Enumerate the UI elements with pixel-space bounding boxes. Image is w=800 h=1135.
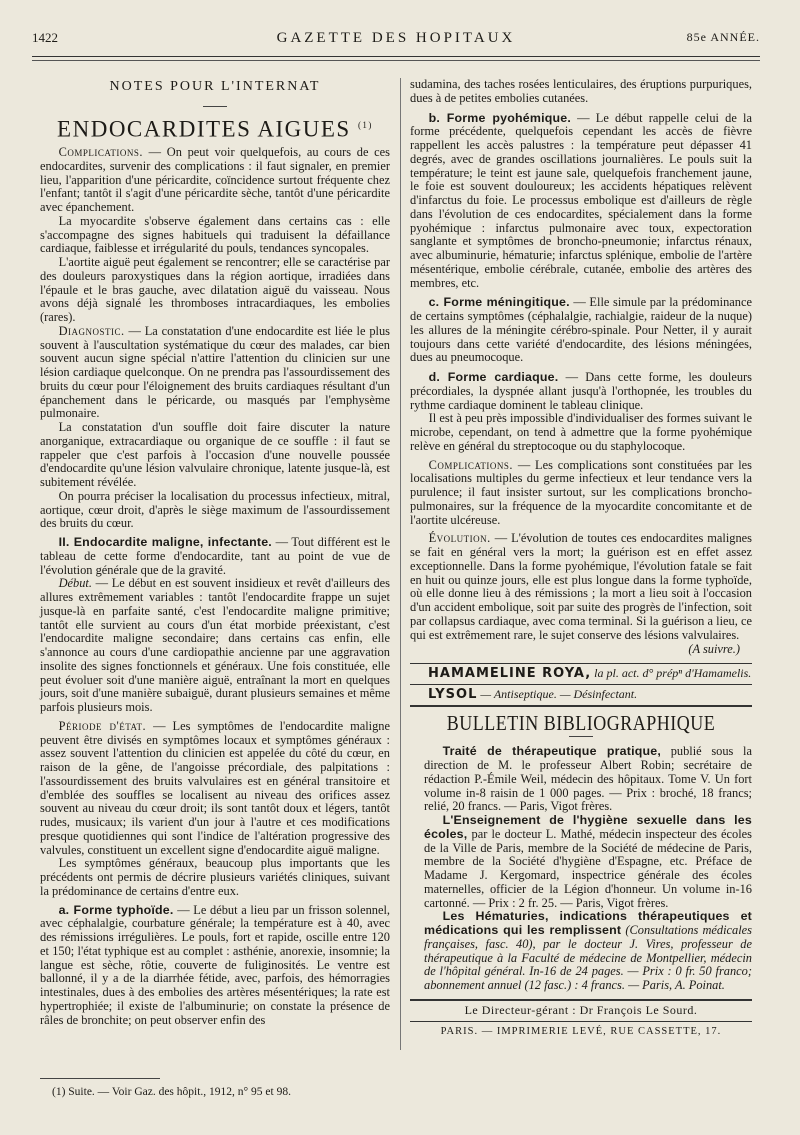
paragraph-aortite: L'aortite aiguë peut également se rencontrer; elle se caractérise par des douleurs paroxystiques dans la région aortique, irradiées dans l'épaule et le bras gauche, avec dilatation aiguë du vaisseau. Nous avons déjà signalé les thromboses intracardiaques, les embolies (rares). bbox=[40, 255, 390, 325]
entry-text: (Consultations médicales françaises, fasc. 40), par le docteur J. Vires, professeur de thérapeutique à la Faculté de médecine de Montpellier, médecin de l'hôpital général. In-16 de 24 pages. — Prix : 0 fr. 50 franco; abonnement annuel (12 fasc.) : 4 francs. — Paris, A. Poinat. bbox=[424, 923, 753, 992]
director-line: Le Directeur-gérant : Dr François Le Sourd. bbox=[464, 1002, 698, 1017]
run-in-heading: Complications. bbox=[58, 145, 143, 160]
run-in-heading: Diagnostic. bbox=[58, 323, 125, 338]
footnote-rule bbox=[40, 1078, 160, 1079]
run-in-heading: Début. bbox=[58, 576, 92, 591]
run-in-heading: Période d'état. bbox=[58, 718, 147, 733]
paragraph-text: — Les symptômes de l'endocardite maligne peuvent être divisés en symptômes locaux et symptômes généraux : assez souvent l'attention du clinicien est appelée du côté du cœur, en raison de la gêne, de l'angoisse précordiale, des palpitations : l'assourdissement des bruits valvulaires est en général transitoire et d'emblée des souffles se localisent au niveau des orifices assez souvent au niveau du cœur droit; ils sont tantôt doux et légers, tantôt rudes, musicaux; ils varient d'un jour à l'autre et ces modifications presque quotidiennes qui sont l'indice de l'altération progressive des valvules, constituent un excellent signe d'endocardite aiguë maligne. bbox=[40, 718, 391, 857]
paragraph-diagnostic bbox=[40, 325, 390, 421]
subsection-heading: II. Endocardite maligne, infectante. bbox=[58, 535, 272, 550]
paragraph-debut bbox=[40, 577, 390, 715]
run-in-heading: Évolution. bbox=[428, 531, 491, 546]
bibliography-entry bbox=[410, 910, 752, 993]
entry-text: par le docteur L. Mathé, médecin inspecteur des écoles de la Ville de Paris, membre de la Société de médecine de Paris, membre de la Société d'hygiène d'Espagne, etc. Préface de Madame J. Kergomard, inspectrice générale des écoles maternelles, officier de la Légion d'honneur. Un volume in-16 cartonné. — Prix : 2 fr. 25. — Paris, Vigot frères. bbox=[424, 826, 752, 910]
book-title: Traité de thérapeutique pratique, bbox=[442, 744, 662, 759]
left-column bbox=[40, 80, 390, 1027]
running-header bbox=[32, 30, 760, 50]
bibliography-heading: BULLETIN BIBLIOGRAPHIQUE bbox=[446, 710, 716, 734]
section-divider bbox=[203, 106, 227, 107]
bibliography-divider bbox=[569, 736, 593, 737]
page-number: 1422 bbox=[32, 30, 58, 45]
bibliography-entry bbox=[410, 814, 752, 910]
header-rule-secondary bbox=[32, 60, 760, 61]
paragraph-periode-etat bbox=[40, 720, 390, 858]
subsection-heading: b. Forme pyohémique. bbox=[428, 110, 571, 125]
title-footnote-ref: (1) bbox=[357, 119, 373, 130]
paragraph-forme-typhoide bbox=[40, 904, 390, 1028]
advertisement-lysol bbox=[410, 688, 752, 702]
paragraph-text: — On peut voir quelquefois, au cours de ces endocardites, survenir des complications : il faut signaler, en premier lieu, l'apparition d'une péricardite, coïncidence surtout fréquente chez l'enfant; tantôt il s'agit d'une péricardite sèche, tantôt d'une péricardite avec épanchement. bbox=[40, 145, 390, 215]
ad-rule bbox=[410, 684, 752, 685]
book-title: L'Enseignement de l'hygiène sexuelle dans les écoles, bbox=[424, 813, 752, 841]
book-title: Les Hématuries, indications thérapeutiques et médications qui les remplissent bbox=[424, 909, 752, 937]
article-title-text: ENDOCARDITES AIGUES bbox=[57, 116, 351, 142]
ad-brand: HAMAMELINE ROYA, bbox=[428, 666, 592, 681]
subsection-heading: a. Forme typhoïde. bbox=[58, 902, 174, 917]
paragraph-forme-meningitique bbox=[410, 296, 752, 365]
paragraph-evolution bbox=[410, 532, 752, 642]
colophon-rule bbox=[410, 1021, 752, 1022]
paragraph-text: — La constatation d'une endocardite est liée le plus souvent à l'auscultation systématique du cœur des malades, car bien souvent aucun signe spécial n'attire l'attention du clinicien sur une lésion cardiaque quelconque. On ne prendra pas l'assourdissement des bruits du cœur pour l'éloignement des bruits cardiaques résultant d'un épanchement dans le péricarde, ou masqués par l'emphysème pulmonaire. bbox=[40, 323, 390, 421]
journal-title: GAZETTE DES HOPITAUX bbox=[276, 30, 516, 46]
paragraph-endocardite-maligne bbox=[40, 536, 390, 577]
volume-year: 85e ANNÉE. bbox=[686, 30, 760, 44]
paragraph-text: — Elle simule par la prédominance de certains symptômes (céphalalgie, rachialgie, raideur de la nuque) les allures de la méningite cérébro-spinale. Pour Netter, il y aurait toujours dans cette variété d'endocardite, des lésions méningées, dues au pneumocoque. bbox=[410, 295, 752, 365]
colophon-rule bbox=[410, 999, 752, 1001]
section-heading: NOTES POUR L'INTERNAT bbox=[109, 79, 321, 94]
paragraph-text: — Tout différent est le tableau de cette forme d'endocardite, tant au point de vue de l'évolution générale que de la gravité. bbox=[40, 535, 390, 577]
ad-brand: LYSOL bbox=[428, 686, 478, 702]
paragraph-text: — Le début rappelle celui de la forme précédente, quelquefois cependant les accès de fièvre rappellent les accès palustres : la température peut dépasser 41 degrés, avec de grandes oscillations journalières. Le pouls suit la température; le teint est jaune sale, quelquefois franchement jaune, le foie est souvent douloureux; les accidents hépatiques relèvent d'infarctus du foie. Le processus embolique est d'ailleurs de règle dans l'évolution de ces endocardites, spécialement dans la forme pyohémique : infarctus pulmonaire avec toux, expectoration sanglante et symptômes de broncho-pneumonie; infarctus rénaux, avec albuminurie, hématurie; infarctus splénique, embolie de l'artère mésentérique, embolie cérébrale, cutanée, embolie des artères des membres, etc. bbox=[410, 110, 752, 290]
run-in-heading: Complications. bbox=[428, 457, 513, 472]
header-rule bbox=[32, 56, 760, 57]
paragraph-microbe: Il est à peu près impossible d'individualiser des formes suivant le microbe, cependant, on tend à admettre que la forme pyohémique relève en général du streptocoque ou du staphylocoque. bbox=[410, 411, 752, 453]
paragraph-localisation: On pourra préciser la localisation du processus infectieux, mitral, aortique, cœur droit, d'après le siège maximum de l'assourdissement des bruits du cœur. bbox=[40, 488, 390, 531]
advertisement-hamameline bbox=[410, 667, 752, 681]
footnote: (1) Suite. — Voir Gaz. des hôpit., 1912, n° 95 et 98. bbox=[52, 1086, 291, 1098]
paragraph-complications-maligne bbox=[410, 459, 752, 528]
paragraph-text: — L'évolution de toutes ces endocardites malignes se fait en général vers la mort; la guérison est en effet assez exceptionnelle. Dans la forme pyohémique, l'évolution fatale se fait en huit ou quinze jours, elle est plus longue dans la forme typhoïde, où elle donne lieu à des rémissions ; la mort a lieu soit à l'occasion d'un accident embolique, soit par suite des progrès de l'infection, soit par collapsus cardiaque, avec coma terminal. Si la guérison a lieu, ce qui est extrêmement rare, le sujet conserve des lésions valvulaires. bbox=[410, 531, 752, 642]
to-be-continued: (A suivre.) bbox=[688, 642, 740, 657]
bibliography-entry bbox=[410, 745, 752, 814]
paragraph-forme-pyohemique bbox=[410, 112, 752, 291]
right-column bbox=[410, 78, 752, 1038]
ad-text: la pl. act. d° prépⁿ d'Hamamelis. bbox=[591, 666, 752, 680]
paragraph-text: — Dans cette forme, les douleurs précordiales, la dyspnée allant jusqu'à l'orthopnée, les troubles du rythme cardiaque dominent le tableau clinique. bbox=[410, 370, 752, 412]
ad-rule bbox=[410, 663, 752, 664]
article-title bbox=[40, 116, 390, 142]
subsection-heading: d. Forme cardiaque. bbox=[428, 370, 559, 384]
paragraph-text: — Les complications sont constituées par les localisations multiples du germe infectieux et leur tendance vers la purulence; il faut insister surtout, sur les complications broncho-pulmonaires, sur la fréquence de la myocardite concomitante et de l'aortite ulcéreuse. bbox=[410, 457, 752, 527]
paragraph-complications bbox=[40, 146, 390, 215]
paragraph-symptomes-generaux: Les symptômes généraux, beaucoup plus importants que les précédents ont permis de décrire plusieurs variétés cliniques, suivant la prédominance de certains d'entre eux. bbox=[40, 856, 390, 898]
printer-imprint: PARIS. — IMPRIMERIE LEVÉ, RUE CASSETTE, 17. bbox=[440, 1025, 722, 1037]
ad-rule bbox=[410, 705, 752, 707]
column-divider bbox=[400, 78, 401, 1050]
paragraph-forme-cardiaque bbox=[410, 371, 752, 412]
ad-text: — Antiseptique. — Désinfectant. bbox=[477, 686, 638, 701]
subsection-heading: c. Forme méningitique. bbox=[428, 295, 570, 310]
paragraph-text: — Le début en est souvent insidieux et revêt d'ailleurs des allures extrêmement variables : tantôt l'endocardite frappe un sujet jusque-là en parfaite santé, c'est l'endocardite maligne primitive; tantôt elle survient au cours d'un état morbide préexistant, c'est l'endocardite maligne secondaire; dans certains cas enfin, elle s'annonce au cours d'une cardiopathie ancienne par une aggravation insolite des signes fonctionnels et généraux. Une fois constituée, elle peut évoluer soit d'une manière aiguë, entraînant la mort en quelques jours, soit d'une manière subaiguë, durant plusieurs semaines et même parfois plusieurs mois. bbox=[40, 576, 390, 715]
entry-text: publié sous la direction de M. le professeur Albert Robin; secrétaire de rédaction P.-Émile Weil, médecin des hôpitaux. Tome V. Un fort volume in-8 raisin de 1 000 pages. — Prix : broché, 18 francs; relié, 20 francs. — Paris, Vigot frères. bbox=[424, 744, 752, 814]
paragraph-myocardite: La myocardite s'observe également dans certains cas : elle s'accompagne des signes habituels qui traduisent la défaillance cardiaque, faiblesse et irrégularité du pouls, tendances syncopales. bbox=[40, 213, 390, 256]
paragraph-text: — Le début a lieu par un frisson solennel, avec céphalalgie, courbature générale; la température est à 40, avec des rémissions irrégulières. Le pouls, fort et rapide, oscille entre 120 et 150; l'état typhique est au complet : asthénie, anorexie, insomnie; la langue est sèche, rôtie, couverte de fuliginosités. Le ventre est ballonné, il y a de la diarrhée fétide, avec, parfois, des hémorragies intestinales, dues à des embolies des artères mésentériques; la rate est hypertrophiée; il existe de l'albuminurie; on constate la présence de râles de bronchite; on peut observer enfin des bbox=[40, 902, 390, 1027]
paragraph-souffle: La constatation d'un souffle doit faire discuter la nature anorganique, extracardiaque ou organique de ce souffle : il faut se rappeler que c'est parfois à l'occasion d'une nouvelle poussée d'endocardite qu'une lésion valvulaire chronique, latente jusque-là, est subitement révélée. bbox=[40, 420, 390, 490]
paragraph-continuation: sudamina, des taches rosées lenticulaires, des éruptions purpuriques, dues à de petites embolies cutanées. bbox=[410, 77, 752, 105]
